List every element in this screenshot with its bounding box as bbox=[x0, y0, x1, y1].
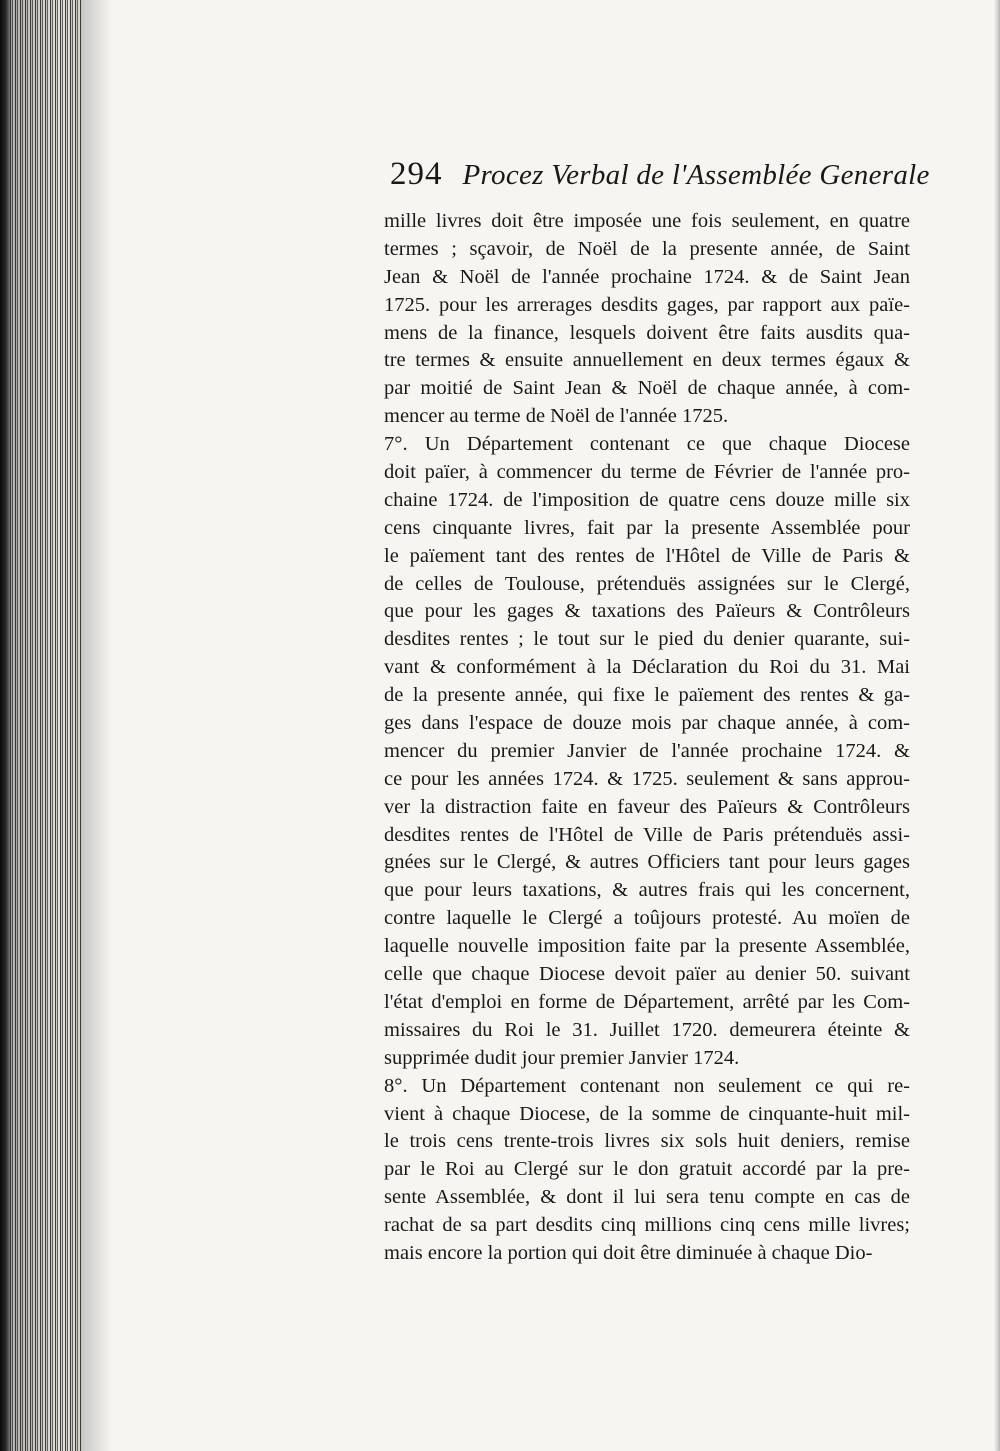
text-line: doit païer, à commencer du terme de Février de l'année pro- bbox=[384, 461, 910, 484]
text-line: l'état d'emploi en forme de Département, arrêté par les Com- bbox=[384, 990, 910, 1013]
text-line: ce pour les années 1724. & 1725. seulement & sans approu- bbox=[384, 767, 910, 790]
text-line: vant & conformément à la Déclaration du Roi du 31. Mai bbox=[384, 656, 910, 679]
text-line: que pour leurs taxations, & autres frais qui les concernent, bbox=[384, 879, 910, 902]
text-line: mencer du premier Janvier de l'année prochaine 1724. & bbox=[384, 739, 910, 762]
text-line: 8°. Un Département contenant non seulement ce qui re- bbox=[384, 1074, 910, 1097]
text-line: cens cinquante livres, fait par la presente Assemblée pour bbox=[384, 516, 910, 539]
text-line: 1725. pour les arrerages desdits gages, par rapport aux païe- bbox=[384, 293, 910, 316]
page-number: 294 bbox=[390, 156, 443, 192]
page-header bbox=[390, 156, 930, 204]
text-line: tre termes & ensuite annuellement en deux termes égaux & bbox=[384, 349, 910, 372]
text-line: mais encore la portion qui doit être diminuée à chaque Dio- bbox=[384, 1241, 873, 1264]
text-line: ver la distraction faite en faveur des Païeurs & Contrôleurs bbox=[384, 795, 910, 818]
text-line: de la presente année, qui fixe le païement des rentes & ga- bbox=[384, 684, 910, 707]
text-line: missaires du Roi le 31. Juillet 1720. demeurera éteinte & bbox=[384, 1018, 910, 1041]
text-line: vient à chaque Diocese, de la somme de cinquante-huit mil- bbox=[384, 1102, 910, 1125]
text-line: ges dans l'espace de douze mois par chaque année, à com- bbox=[384, 712, 910, 735]
text-line: le païement tant des rentes de l'Hôtel de Ville de Paris & bbox=[384, 544, 910, 567]
text-line: par le Roi au Clergé sur le don gratuit accordé par la pre- bbox=[384, 1158, 910, 1181]
text-line: mencer au terme de Noël de l'année 1725. bbox=[384, 405, 729, 428]
text-line: desdites rentes ; le tout sur le pied du denier quarante, sui- bbox=[384, 628, 910, 651]
text-line: celle que chaque Diocese devoit païer au denier 50. suivant bbox=[384, 963, 910, 986]
right-page-edge bbox=[994, 0, 1000, 1451]
text-line: que pour les gages & taxations des Païeurs & Contrôleurs bbox=[384, 600, 910, 623]
text-line: contre laquelle le Clergé a toûjours protesté. Au moïen de bbox=[384, 907, 910, 930]
text-line: chaine 1724. de l'imposition de quatre cens douze mille six bbox=[384, 488, 910, 511]
page-edges bbox=[10, 0, 82, 1451]
running-title: Procez Verbal de l'Assemblée Generale bbox=[462, 159, 930, 191]
text-line: Jean & Noël de l'année prochaine 1724. & de Saint Jean bbox=[384, 265, 910, 288]
text-line: 7°. Un Département contenant ce que chaque Diocese bbox=[384, 433, 910, 456]
text-line: de celles de Toulouse, prétenduës assignées sur le Clergé, bbox=[384, 572, 910, 595]
text-line: mens de la finance, lesquels doivent être faits ausdits qua- bbox=[384, 321, 910, 344]
gutter-shadow bbox=[82, 0, 112, 1451]
text-line: mille livres doit être imposée une fois seulement, en quatre bbox=[384, 210, 910, 232]
text-line: laquelle nouvelle imposition faite par la presente Assemblée, bbox=[384, 935, 910, 958]
book-binding bbox=[0, 0, 10, 1451]
text-line: par moitié de Saint Jean & Noël de chaque année, à com- bbox=[384, 377, 910, 400]
text-line: sente Assemblée, & dont il lui sera tenu compte en cas de bbox=[384, 1186, 910, 1209]
text-line: desdites rentes de l'Hôtel de Ville de Paris prétenduës assi- bbox=[384, 823, 910, 846]
text-line: le trois cens trente-trois livres six sols huit deniers, remise bbox=[384, 1130, 910, 1153]
text-line: supprimée dudit jour premier Janvier 1724. bbox=[384, 1046, 740, 1069]
text-line: rachat de sa part desdits cinq millions cinq cens mille livres; bbox=[384, 1214, 910, 1237]
text-line: termes ; sçavoir, de Noël de la presente année, de Saint bbox=[384, 237, 910, 260]
body-text bbox=[384, 208, 910, 1268]
text-line: gnées sur le Clergé, & autres Officiers tant pour leurs gages bbox=[384, 851, 910, 874]
